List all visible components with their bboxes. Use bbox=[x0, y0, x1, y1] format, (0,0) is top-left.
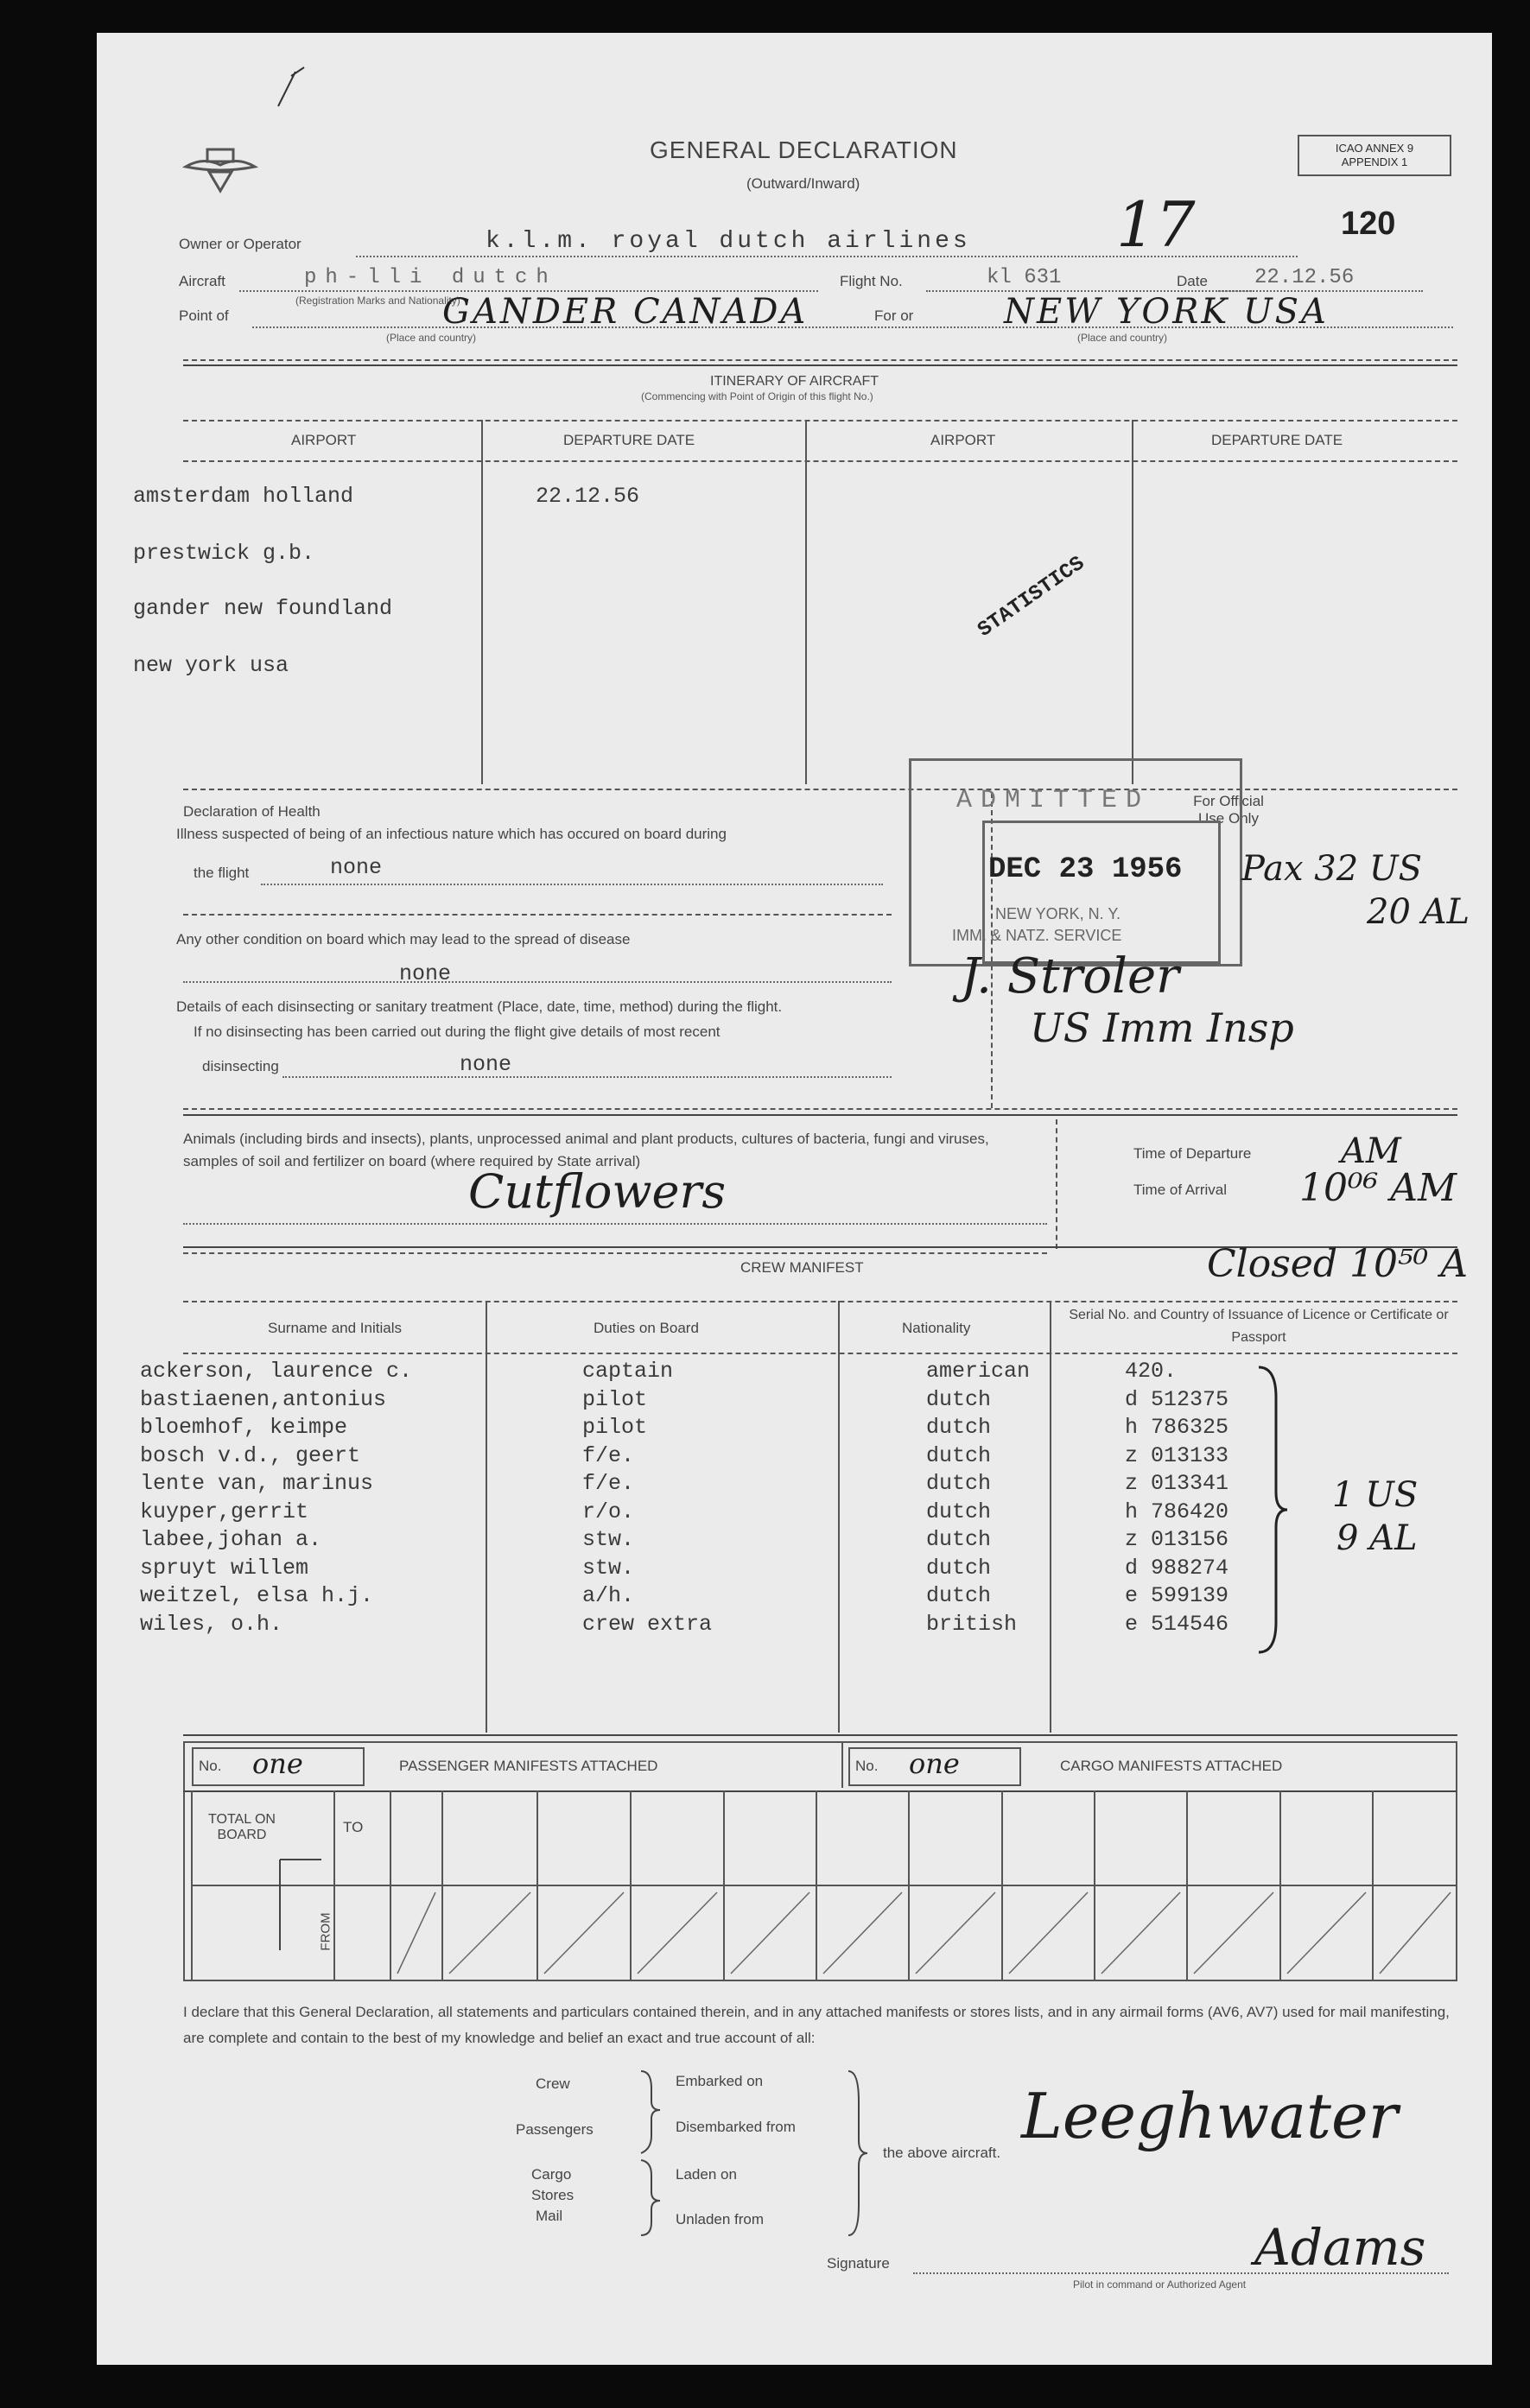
crew-cell-serial: z 013133 bbox=[1125, 1442, 1229, 1468]
passenger-no-value: one bbox=[252, 1747, 303, 1780]
declaration-text: I declare that this General Declaration, all statements and particulars contained therein, and in any attached manifests or stores lists, and in any airmail forms (AV6, AV7) used for mail manifesting, are complete and contain to the best of my knowledge and belief an exact and true account of all: bbox=[183, 2004, 1450, 2046]
crew-cell-duty: r/o. bbox=[582, 1499, 635, 1524]
statistics-stamp: STATISTICS bbox=[974, 552, 1089, 643]
crew-cell-nat: dutch bbox=[926, 1527, 992, 1552]
crew-cell-serial: z 013156 bbox=[1125, 1527, 1229, 1552]
date-value: 22.12.56 bbox=[1254, 266, 1355, 289]
time-arrival-label: Time of Arrival bbox=[1133, 1182, 1228, 1198]
crew-cell-name: bosch v.d., geert bbox=[140, 1442, 361, 1468]
health-q1: Illness suspected of being of an infectious nature which has occured on board during bbox=[176, 826, 727, 842]
decl-passengers: Passengers bbox=[516, 2121, 594, 2138]
table-row bbox=[140, 1415, 1367, 1442]
time-arrival-value: 10⁰⁶ AM bbox=[1299, 1166, 1457, 1210]
crew-cell-serial: h 786325 bbox=[1125, 1415, 1229, 1440]
table-row bbox=[140, 1499, 1367, 1527]
icao-reference-box: ICAO ANNEX 9 APPENDIX 1 bbox=[1298, 135, 1451, 176]
place-label-left: (Place and country) bbox=[386, 332, 477, 344]
form-subtitle: (Outward/Inward) bbox=[746, 175, 860, 192]
health-title: Declaration of Health bbox=[183, 803, 321, 820]
admitted-stamp-date: DEC 23 1956 bbox=[988, 853, 1183, 886]
crew-cell-name: bloemhof, keimpe bbox=[140, 1415, 348, 1440]
signature-sublabel: Pilot in command or Authorized Agent bbox=[1073, 2278, 1247, 2291]
crew-cell-duty: f/e. bbox=[582, 1471, 635, 1496]
agent-signature: Adams bbox=[1254, 2218, 1426, 2277]
health-q3: Details of each disinsecting or sanitary treatment (Place, date, time, method) during the flight. bbox=[176, 998, 783, 1015]
for-value: NEW YORK USA bbox=[1004, 292, 1329, 332]
declaration-brace-left bbox=[632, 2067, 667, 2240]
crew-cell-name: lente van, marinus bbox=[140, 1471, 374, 1496]
itinerary-airport-1: amsterdam holland bbox=[133, 484, 354, 509]
decl-stores: Stores bbox=[531, 2187, 575, 2203]
itinerary-airport-2: prestwick g.b. bbox=[133, 541, 315, 566]
crew-cell-name: wiles, o.h. bbox=[140, 1611, 283, 1637]
handwritten-number: 17 bbox=[1116, 188, 1196, 261]
crew-cell-nat: dutch bbox=[926, 1583, 992, 1608]
health-q3b: If no disinsecting has been carried out during the flight give details of most recent bbox=[194, 1023, 721, 1040]
crew-cell-serial: h 786420 bbox=[1125, 1499, 1229, 1524]
time-departure-label: Time of Departure bbox=[1133, 1145, 1252, 1162]
itinerary-title: ITINERARY OF AIRCRAFT bbox=[710, 374, 879, 389]
crew-cell-serial: 420. bbox=[1125, 1359, 1178, 1384]
from-label: FROM bbox=[318, 1912, 333, 1951]
crew-cell-duty: stw. bbox=[582, 1555, 635, 1581]
crew-cell-name: ackerson, laurence c. bbox=[140, 1359, 413, 1384]
klm-crown-logo bbox=[181, 141, 259, 194]
health-q3c: disinsecting bbox=[202, 1058, 279, 1074]
pen-scribble-mark bbox=[261, 63, 313, 115]
itinerary-airport-3: gander new foundland bbox=[133, 596, 393, 621]
health-a3: none bbox=[460, 1052, 512, 1077]
official-use-label: For Official Use Only bbox=[1193, 793, 1264, 827]
health-a1: none bbox=[330, 855, 383, 880]
pax-note-2: 20 AL bbox=[1367, 892, 1470, 932]
health-q2: Any other condition on board which may lead to the spread of disease bbox=[176, 931, 631, 947]
point-of-value: GANDER CANADA bbox=[442, 292, 809, 332]
to-label: TO bbox=[343, 1819, 364, 1835]
crew-cell-name: kuyper,gerrit bbox=[140, 1499, 309, 1524]
total-on-board-label: TOTAL ON BOARD bbox=[208, 1812, 276, 1842]
crew-cell-duty: captain bbox=[582, 1359, 674, 1384]
itinerary-airport-4: new york usa bbox=[133, 653, 289, 678]
crew-cell-duty: a/h. bbox=[582, 1583, 635, 1608]
inspector-title-signature: US Imm Insp bbox=[1030, 1004, 1294, 1051]
crew-cell-name: labee,johan a. bbox=[140, 1527, 322, 1552]
cargo-no-label: No. bbox=[855, 1758, 879, 1774]
decl-above-aircraft: the above aircraft. bbox=[883, 2145, 1001, 2161]
aircraft-value: ph-lli dutch bbox=[304, 266, 557, 289]
crew-cell-nat: dutch bbox=[926, 1442, 992, 1468]
crew-cell-serial: d 988274 bbox=[1125, 1555, 1229, 1581]
crew-cell-duty: f/e. bbox=[582, 1442, 635, 1468]
animals-text: Animals (including birds and insects), plants, unprocessed animal and plant products, cultures of bacteria, fungi and viruses, samples of soil and fertilizer on board (where required by State arrival) bbox=[183, 1131, 989, 1169]
decl-disembarked: Disembarked from bbox=[676, 2119, 796, 2135]
crew-col-nationality: Nationality bbox=[902, 1320, 971, 1336]
crew-cell-nat: dutch bbox=[926, 1415, 992, 1440]
cargo-manifests-label: CARGO MANIFESTS ATTACHED bbox=[1060, 1758, 1283, 1774]
animals-value: Cutflowers bbox=[468, 1164, 727, 1219]
closed-note: Closed 10⁵⁰ A bbox=[1207, 1242, 1469, 1286]
cargo-no-value: one bbox=[909, 1747, 960, 1780]
itinerary-subtitle: (Commencing with Point of Origin of this flight No.) bbox=[641, 390, 873, 402]
crew-cell-duty: pilot bbox=[582, 1415, 648, 1440]
itinerary-col-airport-1: AIRPORT bbox=[291, 432, 357, 448]
date-label: Date bbox=[1177, 273, 1208, 289]
itinerary-col-airport-2: AIRPORT bbox=[930, 432, 996, 448]
itinerary-col-departure-1: DEPARTURE DATE bbox=[563, 432, 695, 448]
itinerary-departure-date-1: 22.12.56 bbox=[536, 484, 640, 509]
health-q1b: the flight bbox=[194, 865, 250, 881]
decl-crew: Crew bbox=[536, 2075, 570, 2092]
crew-cell-nat: dutch bbox=[926, 1386, 992, 1412]
table-row bbox=[140, 1387, 1367, 1415]
pilot-signature: Leeghwater bbox=[1021, 2080, 1399, 2152]
admitted-stamp-place: NEW YORK, N. Y. bbox=[995, 905, 1121, 922]
passenger-no-label: No. bbox=[199, 1758, 222, 1774]
crew-cell-duty: crew extra bbox=[582, 1611, 713, 1637]
crew-cell-name: spruyt willem bbox=[140, 1555, 309, 1581]
crew-manifest-title: CREW MANIFEST bbox=[740, 1259, 864, 1276]
declaration-brace-right bbox=[840, 2067, 874, 2240]
point-of-label: Point of bbox=[179, 307, 229, 324]
flight-no-label: Flight No. bbox=[840, 273, 903, 289]
page-number: 120 bbox=[1341, 206, 1396, 242]
itinerary-col-departure-2: DEPARTURE DATE bbox=[1211, 432, 1343, 448]
for-label: For or bbox=[874, 307, 914, 324]
time-departure-value: AM bbox=[1341, 1131, 1401, 1171]
crew-cell-nat: dutch bbox=[926, 1499, 992, 1524]
owner-label: Owner or Operator bbox=[179, 236, 302, 252]
decl-embarked: Embarked on bbox=[676, 2073, 764, 2089]
health-a2: none bbox=[399, 961, 452, 986]
signature-label: Signature bbox=[827, 2255, 890, 2272]
aircraft-sublabel: (Registration Marks and Nationality) bbox=[295, 295, 460, 307]
decl-cargo: Cargo bbox=[531, 2166, 572, 2183]
crew-cell-name: bastiaenen,antonius bbox=[140, 1386, 387, 1412]
table-row bbox=[140, 1443, 1367, 1471]
admitted-stamp-text: ADMITTED bbox=[956, 786, 1151, 815]
decl-unladen: Unladen from bbox=[676, 2211, 765, 2227]
inspector-signature: J. Stroler bbox=[961, 948, 1179, 1004]
crew-col-serial: Serial No. and Country of Issuance of Licence or Certificate or Passport bbox=[1069, 1308, 1449, 1345]
table-row bbox=[140, 1583, 1367, 1611]
table-row bbox=[140, 1471, 1367, 1499]
table-row bbox=[140, 1527, 1367, 1555]
manifest-grid bbox=[183, 1790, 1457, 1981]
crew-cell-nat: british bbox=[926, 1611, 1018, 1637]
decl-mail: Mail bbox=[536, 2208, 563, 2224]
table-row bbox=[140, 1612, 1367, 1639]
crew-cell-nat: american bbox=[926, 1359, 1031, 1384]
pax-note: Pax 32 US bbox=[1241, 849, 1422, 889]
crew-cell-duty: pilot bbox=[582, 1386, 648, 1412]
document-page bbox=[97, 33, 1492, 2365]
crew-bracket bbox=[1254, 1363, 1289, 1657]
owner-value: k.l.m. royal dutch airlines bbox=[486, 228, 971, 255]
crew-cell-duty: stw. bbox=[582, 1527, 635, 1552]
crew-cell-nat: dutch bbox=[926, 1555, 992, 1581]
decl-laden: Laden on bbox=[676, 2166, 737, 2183]
crew-cell-serial: d 512375 bbox=[1125, 1386, 1229, 1412]
crew-note-us: 1 US bbox=[1332, 1475, 1419, 1515]
crew-col-duties: Duties on Board bbox=[594, 1320, 699, 1336]
crew-cell-name: weitzel, elsa h.j. bbox=[140, 1583, 374, 1608]
admitted-stamp-service: IMM. & NATZ. SERVICE bbox=[952, 927, 1122, 944]
place-label-right: (Place and country) bbox=[1077, 332, 1168, 344]
aircraft-label: Aircraft bbox=[179, 273, 225, 289]
form-title: GENERAL DECLARATION bbox=[650, 136, 958, 163]
flight-no-value: kl 631 bbox=[987, 266, 1062, 289]
crew-cell-serial: e 514546 bbox=[1125, 1611, 1229, 1637]
crew-cell-nat: dutch bbox=[926, 1471, 992, 1496]
crew-cell-serial: e 599139 bbox=[1125, 1583, 1229, 1608]
table-row bbox=[140, 1556, 1367, 1583]
passenger-manifests-label: PASSENGER MANIFESTS ATTACHED bbox=[399, 1758, 658, 1774]
crew-col-name: Surname and Initials bbox=[268, 1320, 402, 1336]
crew-note-al: 9 AL bbox=[1336, 1518, 1418, 1558]
table-row bbox=[140, 1359, 1367, 1386]
crew-cell-serial: z 013341 bbox=[1125, 1471, 1229, 1496]
